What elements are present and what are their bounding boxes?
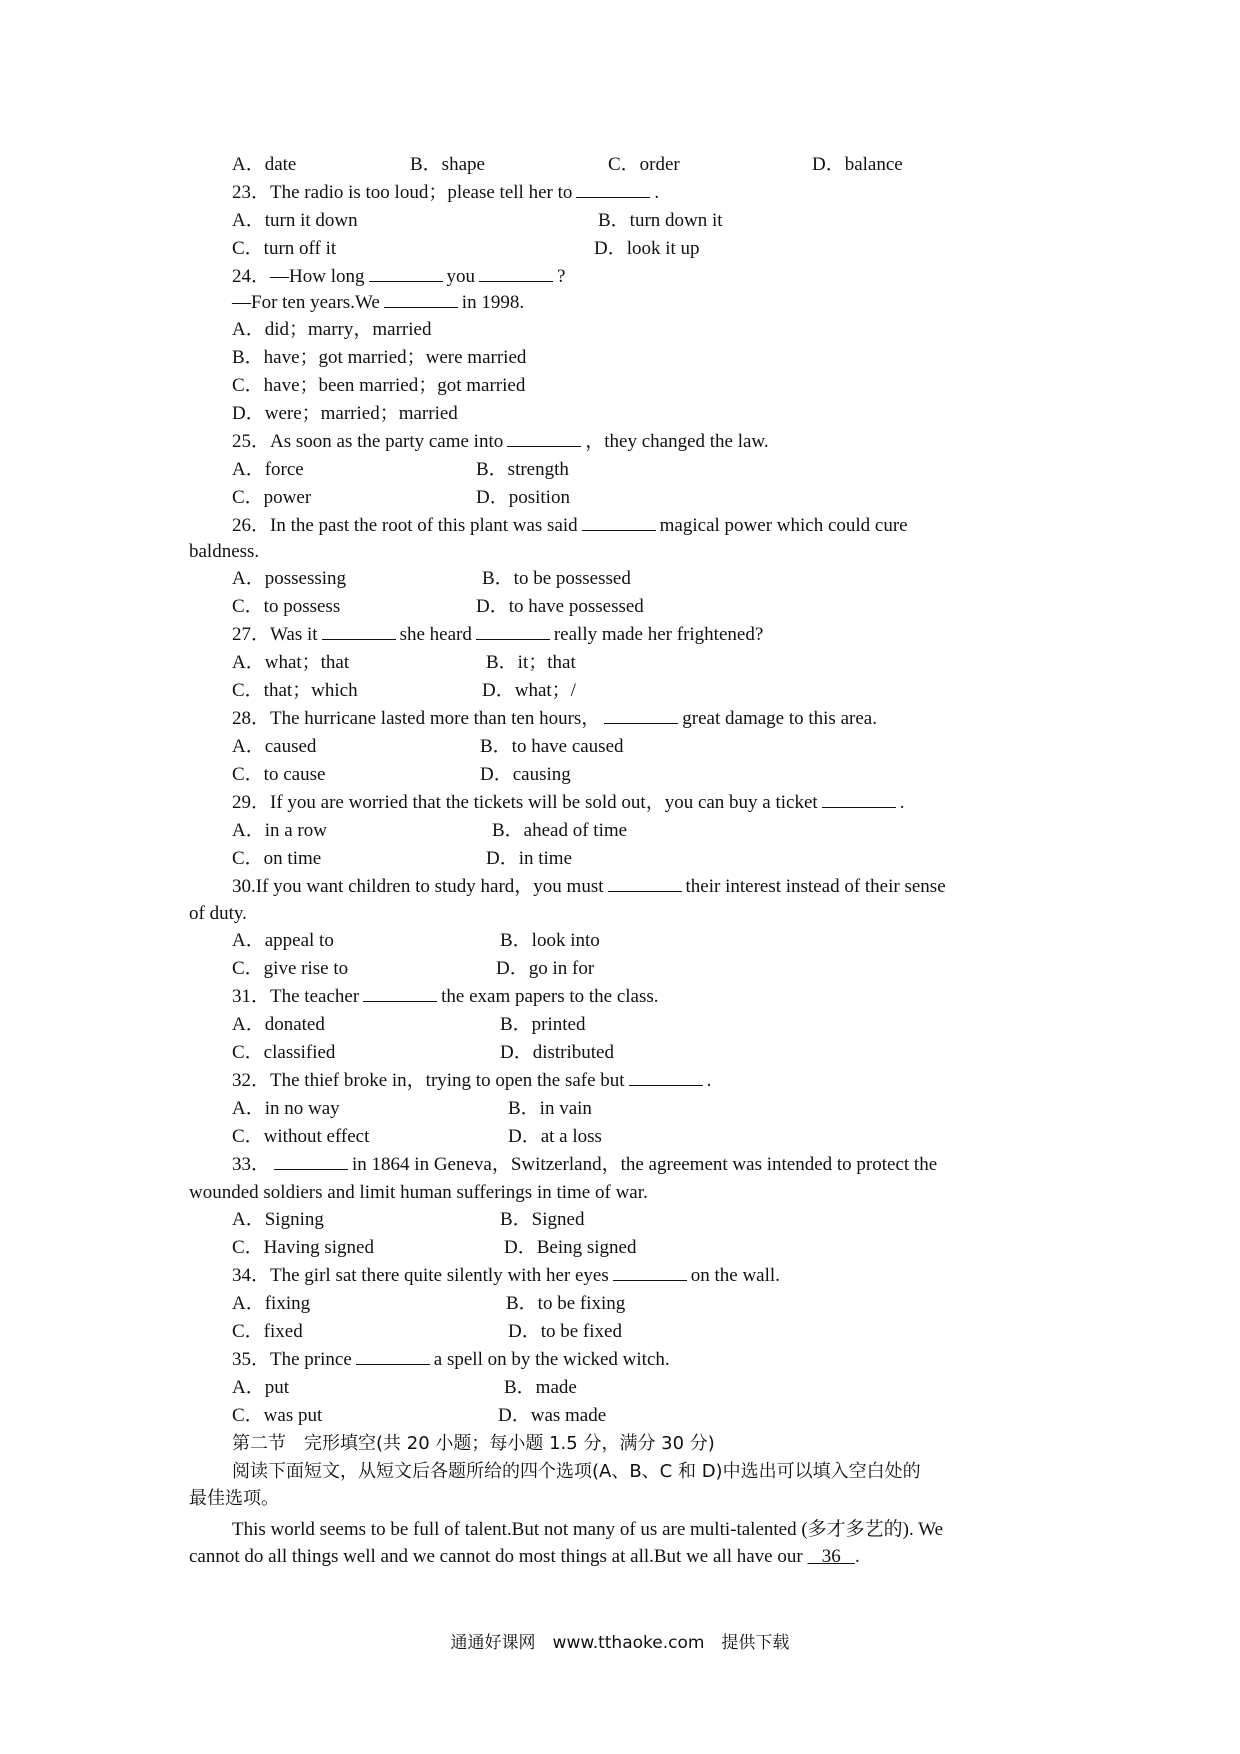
q28-option-b: B．to have caused bbox=[480, 736, 624, 757]
q33-continuation: wounded soldiers and limit human sufferings in time of war. bbox=[189, 1182, 648, 1203]
q29-option-d: D．in time bbox=[486, 848, 573, 869]
q24-blank-1 bbox=[369, 265, 443, 282]
q26-blank bbox=[582, 514, 656, 531]
q31-text: The teacher bbox=[270, 986, 360, 1007]
q28-blank bbox=[604, 707, 678, 724]
q26-option-d: D．to have possessed bbox=[476, 596, 644, 617]
q33-text: in 1864 in Geneva，Switzerland，the agreement was intended to protect the bbox=[352, 1154, 938, 1175]
passage-blank-36 bbox=[807, 1546, 855, 1567]
q27-blank-1 bbox=[322, 623, 396, 640]
q28-stem bbox=[232, 706, 877, 732]
section-instruction-line2: 最佳选项。 bbox=[189, 1488, 279, 1509]
q25-number: 25． bbox=[232, 431, 271, 452]
q25-stem bbox=[232, 429, 769, 455]
q30-option-a: A．appeal to bbox=[232, 930, 334, 951]
q23-option-a: A．turn it down bbox=[232, 210, 358, 231]
q34-stem bbox=[232, 1263, 780, 1289]
q33-number: 33． bbox=[232, 1154, 271, 1175]
q22-option-c: C．order bbox=[608, 154, 680, 175]
q31-text-end: the exam papers to the class. bbox=[441, 986, 659, 1007]
q29-stem bbox=[232, 790, 904, 816]
q31-option-d: D．distributed bbox=[500, 1042, 614, 1063]
q31-blank bbox=[363, 985, 437, 1002]
q29-option-b: B．ahead of time bbox=[492, 820, 628, 841]
section-heading: 第二节 完形填空(共 20 小题；每小题 1.5 分，满分 30 分) bbox=[232, 1433, 715, 1454]
q23-option-b: B．turn down it bbox=[598, 210, 723, 231]
q29-number: 29． bbox=[232, 792, 271, 813]
q27-text: Was it bbox=[270, 624, 318, 645]
q29-text: If you are worried that the tickets will be sold out，you can buy a ticket bbox=[270, 792, 818, 813]
q23-option-d: D．look it up bbox=[594, 238, 700, 259]
q33-option-d: D．Being signed bbox=[504, 1237, 637, 1258]
q35-number: 35． bbox=[232, 1349, 271, 1370]
q30-text-end: their interest instead of their sense bbox=[685, 876, 946, 897]
q27-stem bbox=[232, 622, 763, 648]
q34-option-c: C．fixed bbox=[232, 1321, 303, 1342]
passage-line2-text: cannot do all things well and we cannot do most things at all.But we all have our bbox=[189, 1546, 803, 1567]
q31-stem bbox=[232, 984, 659, 1010]
passage-blank-36-number: 36 bbox=[821, 1546, 841, 1567]
q23-text: The radio is too loud；please tell her to bbox=[270, 182, 573, 203]
q30-option-c: C．give rise to bbox=[232, 958, 349, 979]
q31-option-a: A．donated bbox=[232, 1014, 325, 1035]
q35-text: The prince bbox=[270, 1349, 352, 1370]
q24-blank-3 bbox=[384, 291, 458, 308]
q34-option-a: A．fixing bbox=[232, 1293, 311, 1314]
q32-stem bbox=[232, 1068, 711, 1094]
q33-blank bbox=[274, 1153, 348, 1170]
q25-option-a: A．force bbox=[232, 459, 304, 480]
q27-option-a: A．what；that bbox=[232, 652, 350, 673]
q25-option-d: D．position bbox=[476, 487, 570, 508]
q28-option-d: D．causing bbox=[480, 764, 571, 785]
q29-option-a: A．in a row bbox=[232, 820, 327, 841]
q32-option-b: B．in vain bbox=[508, 1098, 592, 1119]
q26-option-c: C．to possess bbox=[232, 596, 341, 617]
q30-number: 30. bbox=[232, 876, 256, 897]
q24-option-b: B．have；got married；were married bbox=[232, 347, 527, 368]
q30-continuation: of duty. bbox=[189, 903, 247, 924]
q35-option-d: D．was made bbox=[498, 1405, 607, 1426]
q26-option-a: A．possessing bbox=[232, 568, 347, 589]
q24-stem bbox=[232, 264, 565, 290]
q24-number: 24． bbox=[232, 266, 271, 287]
q30-stem bbox=[232, 874, 1058, 900]
q26-stem bbox=[232, 513, 1058, 539]
q22-option-b: B．shape bbox=[410, 154, 485, 175]
q24-text: —How long bbox=[270, 266, 365, 287]
q33-option-c: C．Having signed bbox=[232, 1237, 374, 1258]
q23-blank bbox=[576, 181, 650, 198]
q32-number: 32． bbox=[232, 1070, 271, 1091]
q26-text-end: magical power which could cure bbox=[659, 515, 908, 536]
q29-blank bbox=[822, 791, 896, 808]
q26-option-b: B．to be possessed bbox=[482, 568, 631, 589]
q25-text-end: ，they changed the law. bbox=[585, 431, 769, 452]
q24-blank-2 bbox=[479, 265, 553, 282]
q30-option-b: B．look into bbox=[500, 930, 600, 951]
q35-text-end: a spell on by the wicked witch. bbox=[433, 1349, 670, 1370]
q31-option-b: B．printed bbox=[500, 1014, 586, 1035]
q31-option-c: C．classified bbox=[232, 1042, 336, 1063]
q33-option-b: B．Signed bbox=[500, 1209, 585, 1230]
q24-reply bbox=[232, 290, 524, 316]
q27-text-end: really made her frightened? bbox=[553, 624, 764, 645]
q24-reply-end: in 1998. bbox=[461, 292, 525, 313]
q34-option-d: D．to be fixed bbox=[508, 1321, 622, 1342]
q35-option-c: C．was put bbox=[232, 1405, 323, 1426]
q32-option-d: D．at a loss bbox=[508, 1126, 602, 1147]
q27-blank-2 bbox=[476, 623, 550, 640]
q34-text-end: on the wall. bbox=[690, 1265, 780, 1286]
q30-text: If you want children to study hard，you must bbox=[255, 876, 604, 897]
section-instruction-line1: 阅读下面短文，从短文后各题所给的四个选项(A、B、C 和 D)中选出可以填入空白处的 bbox=[232, 1461, 921, 1482]
q28-text: The hurricane lasted more than ten hours， bbox=[270, 708, 601, 729]
q24-option-c: C．have；been married；got married bbox=[232, 375, 526, 396]
q32-option-a: A．in no way bbox=[232, 1098, 340, 1119]
q25-text: As soon as the party came into bbox=[270, 431, 504, 452]
passage-line1: This world seems to be full of talent.But not many of us are multi-talented (多才多艺的). We bbox=[232, 1519, 944, 1540]
page-footer: 通通好课网 www.tthaoke.com 提供下载 bbox=[450, 1633, 790, 1653]
q24-text-end: ? bbox=[557, 266, 566, 287]
q35-blank bbox=[356, 1348, 430, 1365]
q24-option-d: D．were；married；married bbox=[232, 403, 458, 424]
q23-text-end: . bbox=[654, 182, 660, 203]
q27-option-b: B．it；that bbox=[486, 652, 576, 673]
q33-stem bbox=[232, 1152, 1058, 1178]
q34-text: The girl sat there quite silently with her eyes bbox=[270, 1265, 609, 1286]
q28-option-c: C．to cause bbox=[232, 764, 326, 785]
q26-number: 26． bbox=[232, 515, 271, 536]
q22-option-a: A．date bbox=[232, 154, 297, 175]
q25-option-c: C．power bbox=[232, 487, 312, 508]
q26-continuation: baldness. bbox=[189, 541, 260, 562]
q27-number: 27． bbox=[232, 624, 271, 645]
passage-line2 bbox=[189, 1544, 860, 1570]
q34-option-b: B．to be fixing bbox=[506, 1293, 626, 1314]
q35-option-a: A．put bbox=[232, 1377, 290, 1398]
q25-blank bbox=[507, 430, 581, 447]
q23-option-c: C．turn off it bbox=[232, 238, 337, 259]
q34-blank bbox=[613, 1264, 687, 1281]
q30-option-d: D．go in for bbox=[496, 958, 595, 979]
q31-number: 31． bbox=[232, 986, 271, 1007]
q25-option-b: B．strength bbox=[476, 459, 569, 480]
q27-option-d: D．what；/ bbox=[482, 680, 576, 701]
q32-text-end: . bbox=[706, 1070, 712, 1091]
q34-number: 34． bbox=[232, 1265, 271, 1286]
q23-number: 23． bbox=[232, 182, 271, 203]
passage-line2-end: . bbox=[854, 1546, 860, 1567]
q24-reply-text: —For ten years.We bbox=[232, 292, 380, 313]
q28-option-a: A．caused bbox=[232, 736, 317, 757]
q29-option-c: C．on time bbox=[232, 848, 322, 869]
q32-option-c: C．without effect bbox=[232, 1126, 370, 1147]
q27-option-c: C．that；which bbox=[232, 680, 358, 701]
q29-text-end: . bbox=[899, 792, 905, 813]
q32-text: The thief broke in，trying to open the safe but bbox=[270, 1070, 625, 1091]
q35-option-b: B．made bbox=[504, 1377, 577, 1398]
q24-text-mid: you bbox=[446, 266, 475, 287]
q26-text: In the past the root of this plant was said bbox=[270, 515, 578, 536]
q23-stem bbox=[232, 180, 659, 206]
q27-text-mid: she heard bbox=[399, 624, 472, 645]
q22-option-d: D．balance bbox=[812, 154, 903, 175]
q30-blank bbox=[608, 875, 682, 892]
q24-option-a: A．did；marry，married bbox=[232, 319, 432, 340]
q28-text-end: great damage to this area. bbox=[682, 708, 877, 729]
q32-blank bbox=[629, 1069, 703, 1086]
q28-number: 28． bbox=[232, 708, 271, 729]
q35-stem bbox=[232, 1347, 670, 1373]
q33-option-a: A．Signing bbox=[232, 1209, 324, 1230]
